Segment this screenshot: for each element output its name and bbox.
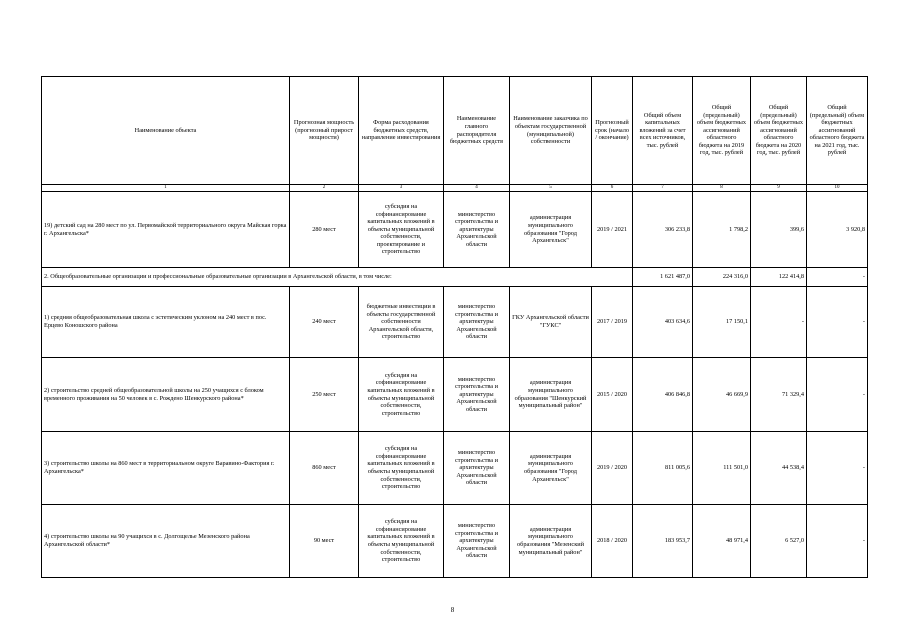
budget-manager: министерство строительства и архитектуры Архангельской области bbox=[444, 432, 510, 505]
customer: администрация муниципального образования "Город Архангельск" bbox=[510, 192, 592, 268]
budget-manager: министерство строительства и архитектуры Архангельской области bbox=[444, 192, 510, 268]
amount-2019: 48 971,4 bbox=[693, 505, 751, 578]
customer: администрация муниципального образования "Мезенский муниципальный район" bbox=[510, 505, 592, 578]
amount-2019: 46 669,9 bbox=[693, 358, 751, 432]
amount-2020: 44 538,4 bbox=[751, 432, 807, 505]
funding-form: субсидия на софинансирование капитальных вложений в объекты муниципальной собственности, проектирование и строительство bbox=[359, 192, 444, 268]
amount-2020: - bbox=[751, 287, 807, 358]
capacity: 250 мест bbox=[290, 358, 359, 432]
column-number-row bbox=[42, 185, 868, 192]
object-name: 2) строительство средней общеобразовательной школы на 250 учащихся с блоком временного проживания на 50 человек в с. Рождено Шенкурского района* bbox=[42, 358, 290, 432]
header-object-name: Наименование объекта bbox=[42, 77, 290, 185]
capacity: 860 мест bbox=[290, 432, 359, 505]
amount-2020: 6 527,0 bbox=[751, 505, 807, 578]
object-name: 19) детский сад на 280 мест по ул. Первомайской территориального округа Майская горка г. Архангельска* bbox=[42, 192, 290, 268]
table-row bbox=[42, 432, 868, 505]
table-row bbox=[42, 192, 868, 268]
table-row bbox=[42, 505, 868, 578]
amount-2021: - bbox=[807, 287, 868, 358]
amount-2021: - bbox=[807, 432, 868, 505]
table-row bbox=[42, 358, 868, 432]
section-total: 1 621 487,0 bbox=[633, 268, 693, 287]
term: 2019 / 2021 bbox=[592, 192, 633, 268]
capacity: 240 мест bbox=[290, 287, 359, 358]
customer: администрация муниципального образования "Шенкурский муниципальный район" bbox=[510, 358, 592, 432]
capacity: 280 мест bbox=[290, 192, 359, 268]
col-number: 4 bbox=[444, 185, 510, 192]
header-2020: Общий (предельный) объем бюджетных ассигнований областного бюджета на 2020 год, тыс. рублей bbox=[751, 77, 807, 185]
amount-2021: 3 920,8 bbox=[807, 192, 868, 268]
header-capacity: Прогнозная мощность (прогнозный прирост мощности) bbox=[290, 77, 359, 185]
term: 2018 / 2020 bbox=[592, 505, 633, 578]
header-manager: Наименование главного распорядителя бюджетных средств bbox=[444, 77, 510, 185]
funding-form: субсидия на софинансирование капитальных вложений в объекты муниципальной собственности, строительство bbox=[359, 432, 444, 505]
amount-2021: - bbox=[807, 358, 868, 432]
section-2019: 224 316,0 bbox=[693, 268, 751, 287]
header-total: Общий объем капитальных вложений за счет всех источников, тыс. рублей bbox=[633, 77, 693, 185]
col-number: 3 bbox=[359, 185, 444, 192]
section-2020: 122 414,8 bbox=[751, 268, 807, 287]
total-amount: 183 953,7 bbox=[633, 505, 693, 578]
section-label: 2. Общеобразовательные организации и профессиональные образовательные организации в Архангельской области, в том числе: bbox=[42, 268, 633, 287]
header-term: Прогнозный срок (начало / окончание) bbox=[592, 77, 633, 185]
capacity: 90 мест bbox=[290, 505, 359, 578]
total-amount: 306 233,8 bbox=[633, 192, 693, 268]
customer: ГКУ Архангельской области "ГУКС" bbox=[510, 287, 592, 358]
amount-2020: 71 329,4 bbox=[751, 358, 807, 432]
table-row bbox=[42, 287, 868, 358]
section-row bbox=[42, 268, 868, 287]
object-name: 4) строительство школы на 90 учащихся в с. Долгощелье Мезенского района Архангельской области* bbox=[42, 505, 290, 578]
total-amount: 811 005,6 bbox=[633, 432, 693, 505]
amount-2020: 399,6 bbox=[751, 192, 807, 268]
header-2019: Общий (предельный) объем бюджетных ассигнований областного бюджета на 2019 год, тыс. рублей bbox=[693, 77, 751, 185]
col-number: 5 bbox=[510, 185, 592, 192]
col-number: 9 bbox=[751, 185, 807, 192]
budget-manager: министерство строительства и архитектуры Архангельской области bbox=[444, 287, 510, 358]
object-name: 3) строительство школы на 860 мест в территориальном округе Варавино-Фактория г. Архангельска* bbox=[42, 432, 290, 505]
total-amount: 403 634,6 bbox=[633, 287, 693, 358]
funding-form: бюджетные инвестиции в объекты государственной собственности Архангельской области, строительство bbox=[359, 287, 444, 358]
header-row bbox=[42, 77, 868, 185]
col-number: 2 bbox=[290, 185, 359, 192]
term: 2019 / 2020 bbox=[592, 432, 633, 505]
budget-manager: министерство строительства и архитектуры Архангельской области bbox=[444, 358, 510, 432]
budget-manager: министерство строительства и архитектуры Архангельской области bbox=[444, 505, 510, 578]
term: 2017 / 2019 bbox=[592, 287, 633, 358]
col-number: 10 bbox=[807, 185, 868, 192]
col-number: 6 bbox=[592, 185, 633, 192]
header-form: Форма расходования бюджетных средств, направление инвестирования bbox=[359, 77, 444, 185]
col-number: 1 bbox=[42, 185, 290, 192]
funding-form: субсидия на софинансирование капитальных вложений в объекты муниципальной собственности, строительство bbox=[359, 505, 444, 578]
header-customer: Наименование заказчика по объектам государственной (муниципальной) собственности bbox=[510, 77, 592, 185]
col-number: 8 bbox=[693, 185, 751, 192]
amount-2019: 111 501,0 bbox=[693, 432, 751, 505]
customer: администрация муниципального образования "Город Архангельск" bbox=[510, 432, 592, 505]
investment-table bbox=[41, 76, 868, 578]
total-amount: 406 846,8 bbox=[633, 358, 693, 432]
object-name: 1) средняя общеобразовательная школа с эстетическим уклоном на 240 мест в пос. Ерцево Коношского района bbox=[42, 287, 290, 358]
amount-2021: - bbox=[807, 505, 868, 578]
section-2021: - bbox=[807, 268, 868, 287]
amount-2019: 17 150,1 bbox=[693, 287, 751, 358]
col-number: 7 bbox=[633, 185, 693, 192]
header-2021: Общий (предельный) объем бюджетных ассигнований областного бюджета на 2021 год, тыс. рублей bbox=[807, 77, 868, 185]
page-number: 8 bbox=[450, 606, 455, 614]
funding-form: субсидия на софинансирование капитальных вложений в объекты муниципальной собственности, строительство bbox=[359, 358, 444, 432]
term: 2015 / 2020 bbox=[592, 358, 633, 432]
amount-2019: 1 798,2 bbox=[693, 192, 751, 268]
